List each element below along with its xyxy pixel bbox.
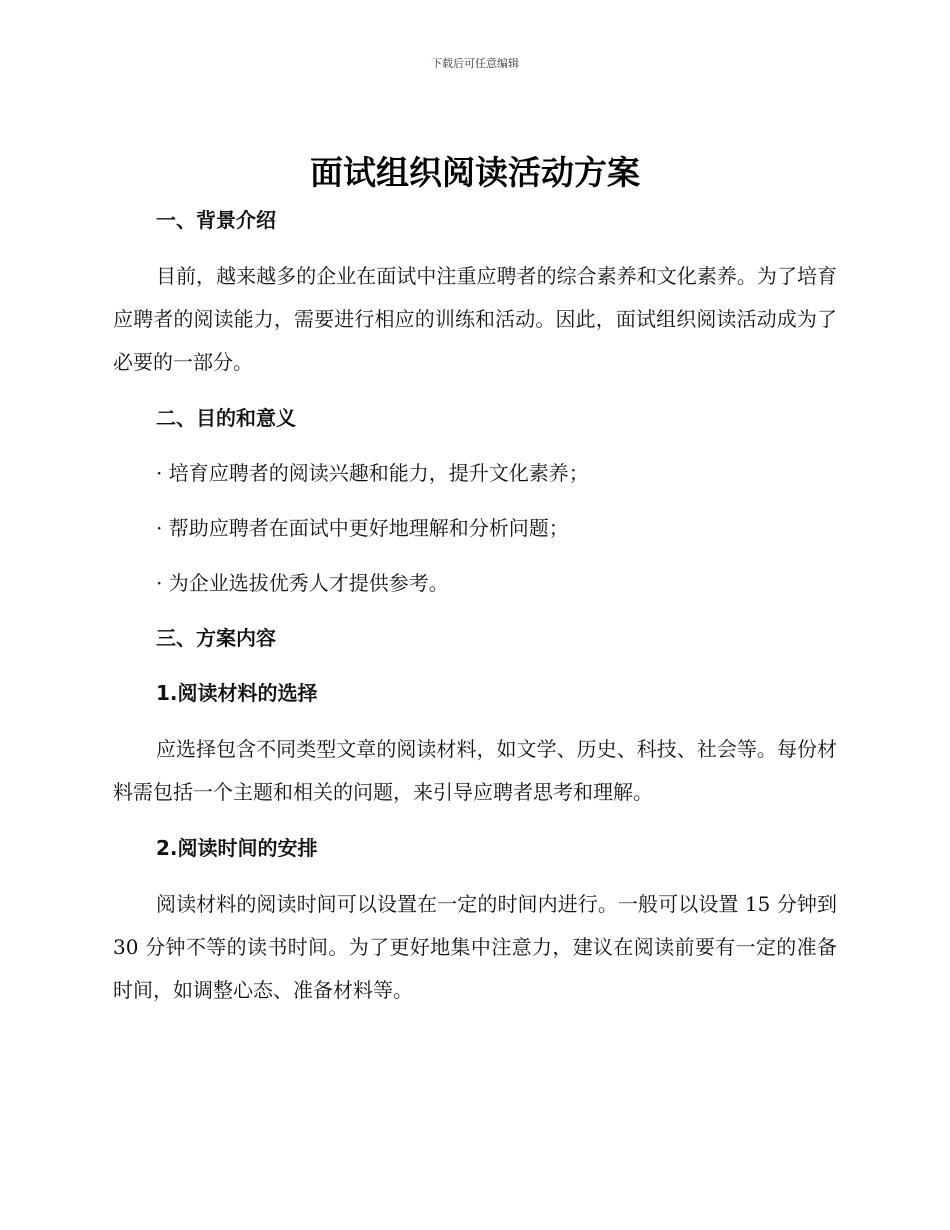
header-note: 下载后可任意编辑	[431, 57, 519, 70]
subsection-heading-time: 2.阅读时间的安排	[156, 836, 318, 860]
document-body	[113, 200, 837, 1012]
subsection-heading-materials: 1.阅读材料的选择	[156, 681, 318, 705]
time-paragraph: 阅读材料的阅读时间可以设置在一定的时间内进行。一般可以设置 15 分钟到 30 分钟不等的读书时间。为了更好地集中注意力，建议在阅读前要有一定的准备时间，如调整心态、准备材料等。	[113, 892, 837, 1002]
purpose-item: · 培育应聘者的阅读兴趣和能力，提升文化素养；	[156, 461, 589, 485]
section-heading-background: 一、背景介绍	[156, 208, 276, 232]
document-title: 面试组织阅读活动方案	[310, 153, 640, 192]
purpose-item: · 帮助应聘者在面试中更好地理解和分析问题；	[156, 516, 569, 540]
materials-paragraph: 应选择包含不同类型文章的阅读材料，如文学、历史、科技、社会等。每份材料需包括一个主题和相关的问题，来引导应聘者思考和理解。	[113, 737, 837, 804]
background-paragraph: 目前，越来越多的企业在面试中注重应聘者的综合素养和文化素养。为了培育应聘者的阅读能力，需要进行相应的训练和活动。因此，面试组织阅读活动成为了必要的一部分。	[113, 264, 837, 374]
section-heading-plan: 三、方案内容	[156, 626, 276, 650]
section-heading-purpose: 二、目的和意义	[156, 406, 296, 430]
purpose-item: · 为企业选拔优秀人才提供参考。	[156, 571, 449, 595]
